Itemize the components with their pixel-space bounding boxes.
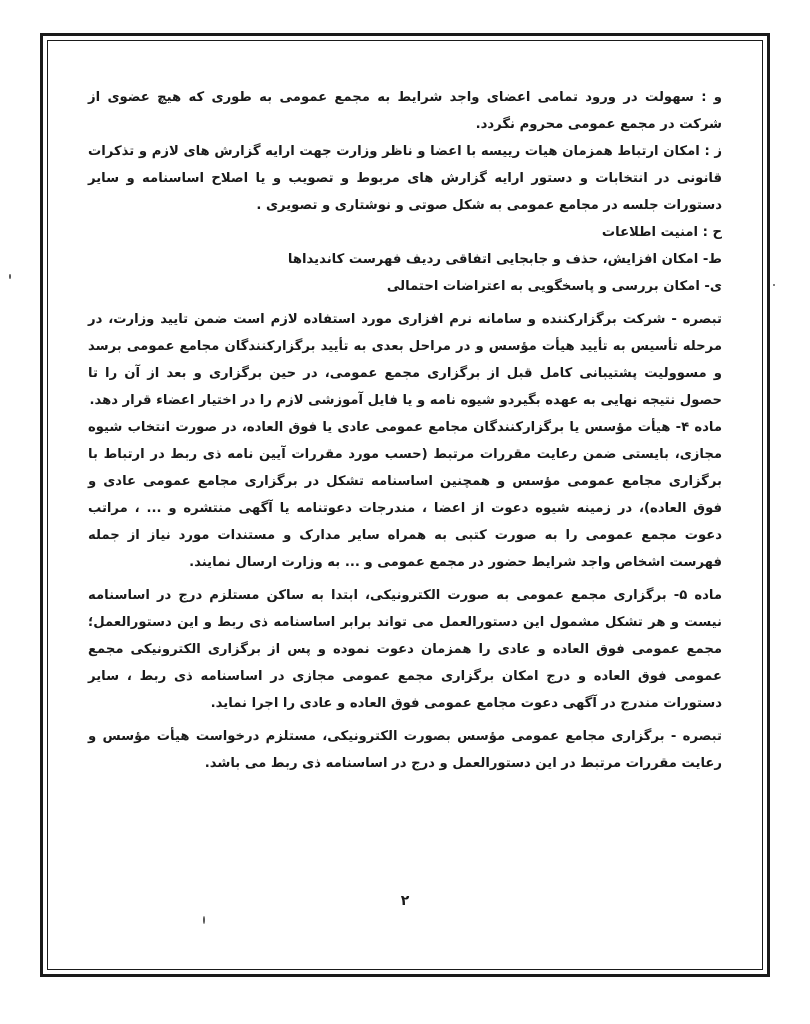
scan-speck — [773, 284, 775, 286]
paragraph-he: ح : امنیت اطلاعات — [601, 225, 722, 240]
article-4-paragraph: ماده ۴- هیأت مؤسس یا برگزارکنندگان مجامع عمومی عادی یا فوق العاده، در صورت انتخاب شیوه مجازی، بایستی ضمن رعایت مقررات مرتبط (حسب مورد مقررات آیین نامه ذی ربط در ارتباط با برگزاری مجامع عمومی مؤسس و همچنین اساسنامه تشکل در برگزاری مجامع عمومی عادی و فوق العاده)، در زمینه شیوه دعوت از اعضا ، مندرجات دعوتنامه یا آگهی منتشره و ... ، مراتب دعوت مجمع عمومی را به صورت کتبی به همراه سایر مدارک و مستندات مورد نیاز از جمله فهرست اشخاص واجد شرایط حضور در مجمع عمومی و ... به وزارت ارسال نمایند. — [88, 420, 722, 570]
paragraph-ta: ط- امکان افزایش، حذف و جابجایی اتفاقی ردیف فهرست کاندیداها — [287, 252, 722, 267]
document-body — [88, 84, 722, 777]
paragraph-ze: ز : امکان ارتباط همزمان هیات رییسه با اعضا و ناظر وزارت جهت ارایه گزارش های لازم و تذکرات قانونی در انتخابات و دستور ارایه گزارش های مربوط و تصویب و یا اصلاح اساسنامه و سایر دستورات جلسه در مجامع عمومی به شکل صوتی و نوشتاری و تصویری . — [88, 144, 722, 213]
paragraph-ye: ی- امکان بررسی و پاسخگویی به اعتراضات احتمالی — [386, 279, 722, 294]
article-5-paragraph: ماده ۵- برگزاری مجمع عمومی به صورت الکترونیکی، ابتدا به ساکن مستلزم درج در اساسنامه نیست و هر تشکل مشمول این دستورالعمل می تواند برابر اساسنامه ذی ربط و این دستورالعمل؛ مجمع عمومی فوق العاده و عادی را همزمان دعوت نموده و پس از برگزاری الکترونیکی مجمع عمومی فوق العاده و درج امکان برگزاری مجمع عمومی مجازی در اساسنامه ذی ربط ، سایر دستورات مندرج در آگهی دعوت مجامع عمومی فوق العاده و عادی را اجرا نماید. — [88, 588, 722, 711]
page-number: ۲ — [400, 893, 410, 909]
scan-speck — [9, 274, 11, 279]
paragraph-vav: و : سهولت در ورود تمامی اعضای واجد شرایط به مجمع عمومی به طوری که هیچ عضوی از شرکت در مجمع عمومی محروم نگردد. — [88, 90, 722, 132]
scan-speck — [203, 916, 205, 924]
note-paragraph-1: تبصره - شرکت برگزارکننده و سامانه نرم افزاری مورد استفاده لازم است ضمن تایید وزارت، در مرحله تأسیس به تأیید هیأت مؤسس و در مراحل بعدی به تأیید برگزارکنندگان مجامع عمومی برسد و مسوولیت پشتیبانی کامل قبل از برگزاری مجمع عمومی، در حین برگزاری و بعد از آن را تا حصول نتیجه نهایی به عهده بگیردو شیوه نامه و یا فایل آموزشی لازم را در اختیار اعضاء قرار دهد. — [88, 312, 722, 408]
note-paragraph-2: تبصره - برگزاری مجامع عمومی مؤسس بصورت الکترونیکی، مستلزم درخواست هیأت مؤسس و رعایت مقررات مرتبط در این دستورالعمل و درج در اساسنامه ذی ربط می باشد. — [88, 729, 722, 771]
